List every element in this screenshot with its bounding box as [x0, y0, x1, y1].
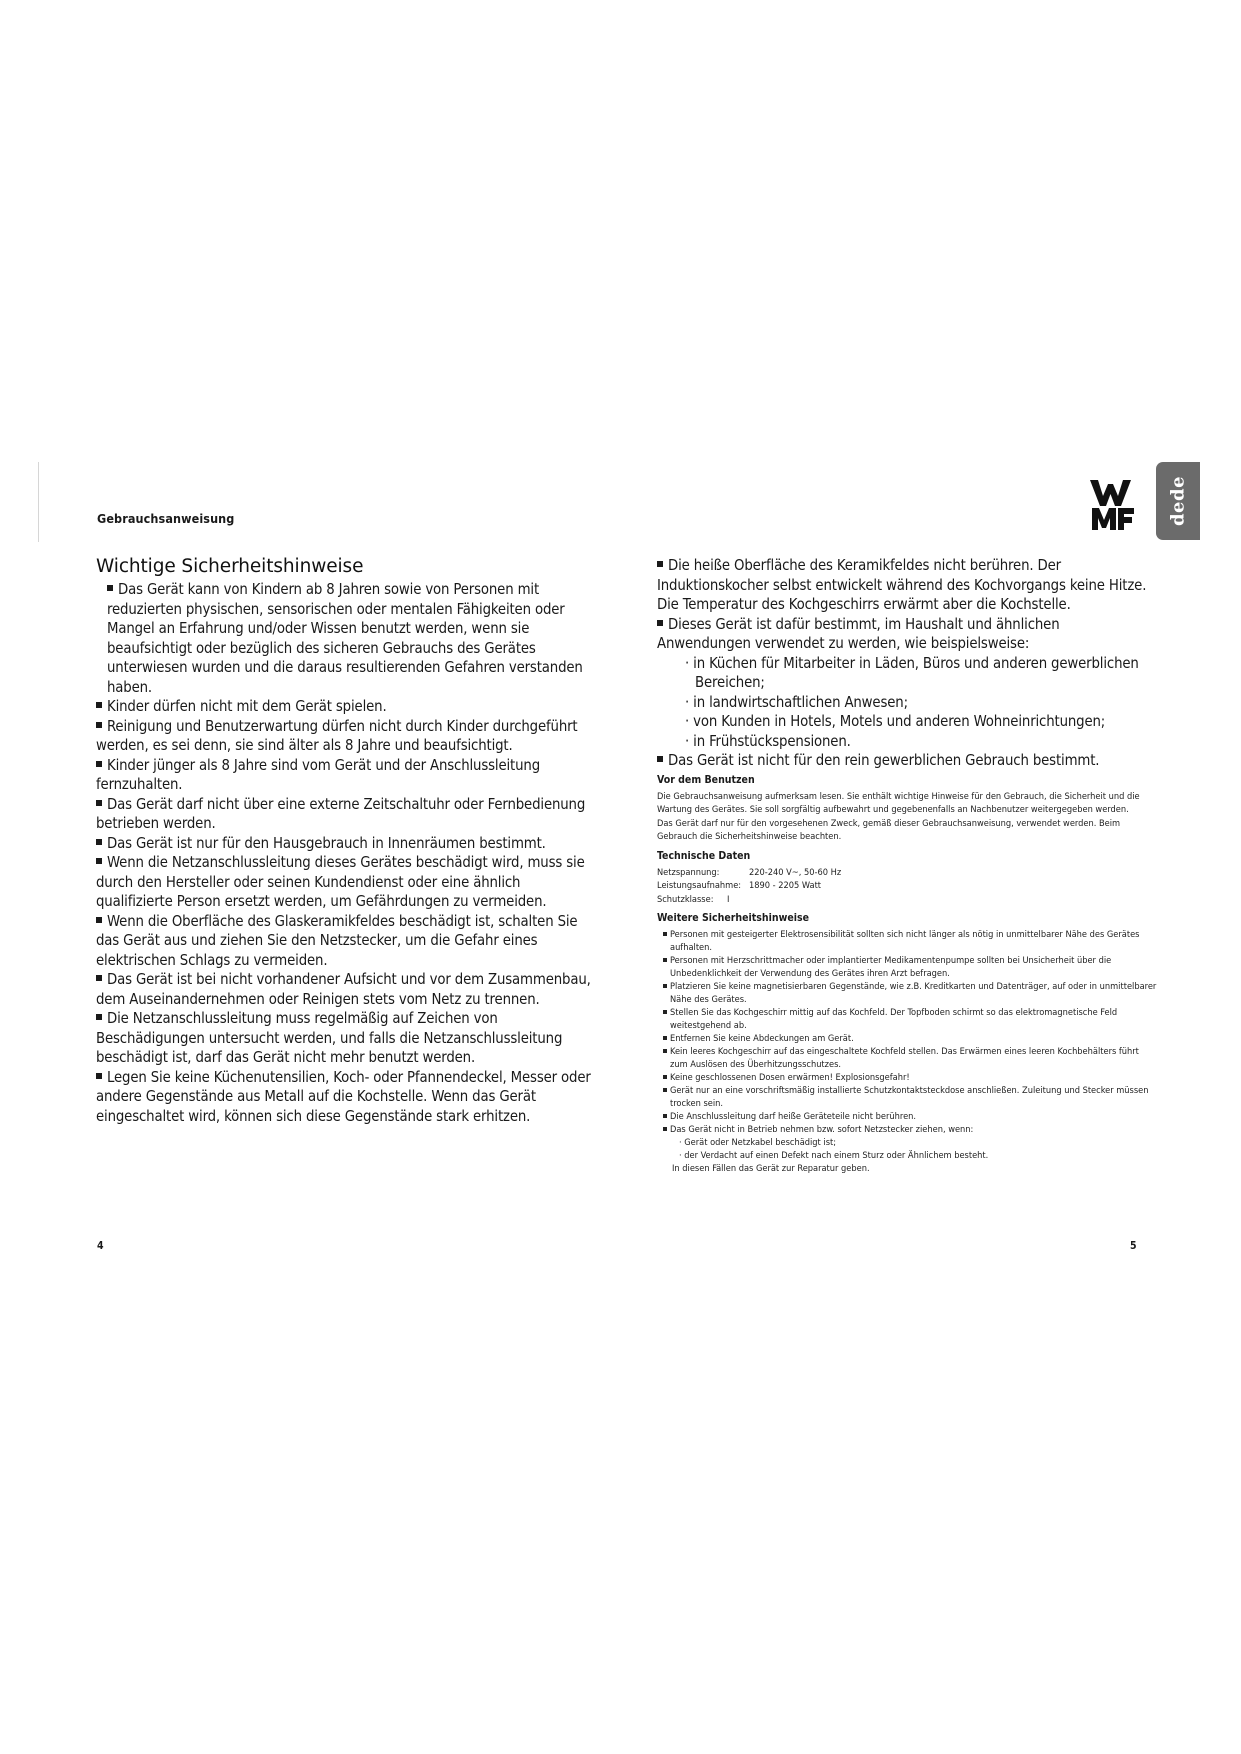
tech-row: Netzspannung: 220-240 V~, 50-60 Hz	[657, 866, 842, 878]
bullet-icon	[663, 1036, 667, 1040]
list-item: Die Netzanschlussleitung muss regelmäßig auf Zeichen von Beschädigungen untersucht werden, und falls die Netzanschlussleitung beschädigt ist, darf das Gerät nicht mehr benutzt werden.	[96, 1010, 563, 1066]
list-item: Entfernen Sie keine Abdeckungen am Gerät.	[663, 1032, 1157, 1045]
bullet-icon	[663, 1127, 667, 1131]
bullet-icon	[657, 561, 663, 567]
bullet-icon	[663, 1049, 667, 1053]
list-item: Wenn die Oberfläche des Glaskeramikfeldes beschädigt ist, schalten Sie das Gerät aus und ziehen Sie den Netzstecker, um die Gefahr eines elektrischen Schlags zu vermeiden.	[96, 912, 578, 969]
bullet-icon	[657, 756, 663, 762]
bullet-icon	[663, 932, 667, 936]
list-item: Das Gerät ist bei nicht vorhandener Aufsicht und vor dem Zusammenbau, dem Auseinandernehmen oder Reinigen stets vom Netz zu trennen.	[96, 971, 591, 1008]
further-safety-heading: Weitere Sicherheitshinweise	[657, 912, 810, 924]
safety-list	[96, 580, 596, 1126]
bullet-icon	[107, 585, 113, 591]
header-label: Gebrauchsanweisung	[97, 511, 235, 526]
list-item: Kein leeres Kochgeschirr auf das eingeschaltete Kochfeld stellen. Das Erwärmen eines leeren Kochbehälters führt zum Auslösen des Überhitzungsschutzes.	[663, 1045, 1157, 1071]
language-tab-label: dede	[1167, 475, 1189, 527]
list-item: Das Gerät kann von Kindern ab 8 Jahren sowie von Personen mit reduzierten physischen, sensorischen oder mentalen Fähigkeiten oder Mangel an Erfahrung und/oder Wissen benutzt werden, wenn sie beaufsichtigt oder bezüglich des sicheren Gebrauchs des Gerätes unterwiesen wurden und die daraus resultierenden Gefahren verstanden haben.	[107, 581, 583, 696]
list-item: Keine geschlossenen Dosen erwärmen! Explosionsgefahr!	[663, 1071, 1157, 1084]
before-use-heading: Vor dem Benutzen	[657, 773, 755, 786]
bullet-icon	[663, 984, 667, 988]
list-item: Wenn die Netzanschlussleitung dieses Gerätes beschädigt wird, muss sie durch den Hersteller oder seinen Kundendienst oder eine ähnlich qualifizierte Person ersetzt werden, um Gefährdungen zu vermeiden.	[96, 854, 585, 910]
safety-list-continued	[657, 556, 1157, 654]
list-item: Personen mit gesteigerter Elektrosensibilität sollten sich nicht länger als nötig in unmittelbarer Nähe des Gerätes aufhalten.	[663, 928, 1157, 954]
right-column	[657, 556, 1157, 1175]
list-item: Legen Sie keine Küchenutensilien, Koch- oder Pfannendeckel, Messer oder andere Gegenstände aus Metall auf die Kochstelle. Wenn das Gerät eingeschaltet wird, können sich diese Gegenstände stark erhitzen.	[96, 1068, 591, 1125]
left-column	[96, 556, 596, 1126]
list-item: Stellen Sie das Kochgeschirr mittig auf das Kochfeld. Der Topfboden schirmt so das elektromagnetische Feld weitestgehend ab.	[663, 1006, 1157, 1032]
tech-row: Schutzklasse: I	[657, 893, 730, 905]
list-item: Kinder dürfen nicht mit dem Gerät spielen.	[96, 697, 596, 717]
list-item: Reinigung und Benutzerwartung dürfen nicht durch Kinder durchgeführt werden, es sei denn, sie sind älter als 8 Jahre und beaufsichtigt.	[96, 717, 578, 754]
tech-data-heading: Technische Daten	[657, 849, 751, 862]
list-item: Platzieren Sie keine magnetisierbaren Gegenstände, wie z.B. Kreditkarten und Datenträger, auf oder in unmittelbarer Nähe des Gerätes.	[663, 980, 1157, 1006]
list-item: Das Gerät nicht in Betrieb nehmen bzw. sofort Netzstecker ziehen, wenn:	[663, 1123, 1157, 1136]
bullet-icon	[96, 702, 102, 708]
bullet-icon	[663, 1075, 667, 1079]
list-item: Personen mit Herzschrittmacher oder implantierter Medikamentenpumpe sollten bei Unsicherheit über die Unbedenklichkeit der Verwendung des Gerätes ihren Arzt befragen.	[663, 954, 1157, 980]
wmf-logo	[1090, 478, 1136, 532]
bullet-icon	[663, 1010, 667, 1014]
page-edge-line	[38, 462, 39, 542]
language-tab	[1156, 462, 1200, 540]
bullet-icon	[96, 800, 102, 806]
list-item: Kinder jünger als 8 Jahre sind vom Gerät und der Anschlussleitung fernzuhalten.	[96, 756, 541, 793]
list-item: Gerät nur an eine vorschriftsmäßig installierte Schutzkontaktsteckdose anschließen. Zuleitung und Stecker müssen trocken sein.	[663, 1084, 1157, 1110]
bullet-icon	[96, 761, 102, 767]
further-safety-sublist	[679, 1136, 1157, 1162]
bullet-icon	[96, 1073, 102, 1079]
page-number-left: 4	[97, 1240, 104, 1252]
list-item: Die Anschlussleitung darf heiße Geräteteile nicht berühren.	[663, 1110, 1157, 1123]
safety-list-last	[657, 751, 1157, 771]
list-item: · Gerät oder Netzkabel beschädigt ist;	[679, 1137, 837, 1148]
list-item: · der Verdacht auf einen Defekt nach einem Sturz oder Ähnlichem besteht.	[679, 1150, 989, 1161]
list-item: · in landwirtschaftlichen Anwesen;	[685, 693, 908, 711]
bullet-icon	[96, 858, 102, 864]
list-item: Das Gerät ist nur für den Hausgebrauch in Innenräumen bestimmt.	[96, 834, 596, 854]
bullet-icon	[96, 839, 102, 845]
list-item: · von Kunden in Hotels, Motels und anderen Wohneinrichtungen;	[685, 713, 1106, 730]
bullet-icon	[663, 958, 667, 962]
before-use-paragraph: Das Gerät darf nur für den vorgesehenen Zweck, gemäß dieser Gebrauchsanweisung, verwendet werden. Beim Gebrauch die Sicherheitshinweise beachten.	[657, 817, 1121, 842]
bullet-icon	[663, 1114, 667, 1118]
list-item: Die heiße Oberfläche des Keramikfeldes nicht berühren. Der Induktionskocher selbst entwickelt während des Kochvorgangs keine Hitze. Die Temperatur des Kochgeschirrs erwärmt aber die Kochstelle.	[657, 557, 1147, 613]
before-use-paragraph: Die Gebrauchsanweisung aufmerksam lesen. Sie enthält wichtige Hinweise für den Gebrauch, die Sicherheit und die Wartung des Gerätes. Sie soll sorgfältig aufbewahrt und gegebenenfalls an Nachbenutzer weitergegeben werden.	[657, 790, 1140, 815]
bullet-icon	[657, 620, 663, 626]
page-number-right: 5	[1130, 1240, 1137, 1252]
bullet-icon	[96, 975, 102, 981]
bullet-icon	[663, 1088, 667, 1092]
further-safety-list	[663, 928, 1157, 1136]
list-item: · in Küchen für Mitarbeiter in Läden, Büros und anderen gewerblichen Bereichen;	[685, 654, 1139, 691]
section-title: Wichtige Sicherheitshinweise	[96, 556, 364, 577]
tech-row: Leistungsaufnahme: 1890 - 2205 Watt	[657, 880, 822, 891]
list-item: Das Gerät darf nicht über eine externe Zeitschaltuhr oder Fernbedienung betrieben werden.	[96, 795, 586, 832]
list-item: · in Frühstückspensionen.	[685, 732, 851, 750]
further-safety-note: In diesen Fällen das Gerät zur Reparatur geben.	[672, 1163, 870, 1174]
list-item: Das Gerät ist nicht für den rein gewerblichen Gebrauch bestimmt.	[657, 751, 1157, 771]
bullet-icon	[96, 917, 102, 923]
bullet-icon	[96, 722, 102, 728]
usage-examples-list	[685, 654, 1157, 752]
bullet-icon	[96, 1014, 102, 1020]
list-item: Dieses Gerät ist dafür bestimmt, im Haushalt und ähnlichen Anwendungen verwendet zu werden, wie beispielsweise:	[657, 615, 1060, 652]
